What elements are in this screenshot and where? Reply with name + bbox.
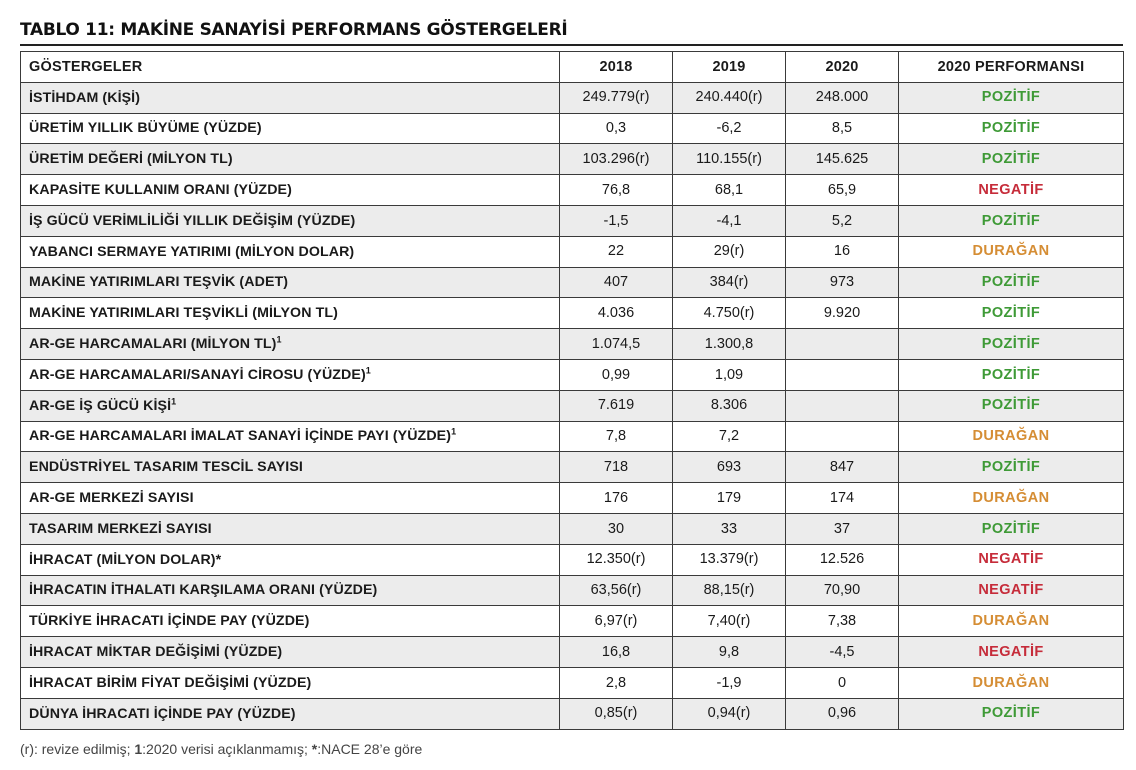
value-cell-2020: 0,96 xyxy=(786,698,899,729)
performance-cell: POZİTİF xyxy=(899,113,1124,144)
value-cell-2018: 407 xyxy=(560,267,673,298)
indicator-name: MAKİNE YATIRIMLARI TEŞVİKLİ (MİLYON TL) xyxy=(29,305,338,322)
indicator-name-cell xyxy=(21,544,560,575)
indicator-name: AR-GE MERKEZİ SAYISI xyxy=(29,489,194,506)
footnote-part2: :2020 verisi açıklanmamış; xyxy=(142,741,312,757)
title-underline xyxy=(20,44,1123,46)
value-cell-2019: 29(r) xyxy=(673,236,786,267)
value-cell-2018: 249.779(r) xyxy=(560,82,673,113)
performance-cell: POZİTİF xyxy=(899,267,1124,298)
performance-cell: POZİTİF xyxy=(899,298,1124,329)
value-cell-2020: 248.000 xyxy=(786,82,899,113)
indicator-name: TASARIM MERKEZİ SAYISI xyxy=(29,520,212,537)
value-cell-2018: 0,85(r) xyxy=(560,698,673,729)
indicator-name: İHRACAT BİRİM FİYAT DEĞİŞİMİ (YÜZDE) xyxy=(29,674,312,691)
header-cell-2019: 2019 xyxy=(673,52,786,83)
value-cell-2020: 5,2 xyxy=(786,205,899,236)
footnote-mark1: 1 xyxy=(134,741,143,757)
value-cell-2020: 37 xyxy=(786,513,899,544)
performance-cell: DURAĞAN xyxy=(899,236,1124,267)
indicator-name: MAKİNE YATIRIMLARI TEŞVİK (ADET) xyxy=(29,274,289,291)
value-cell-2019: 9,8 xyxy=(673,637,786,668)
indicator-name-cell xyxy=(21,329,560,360)
value-cell-2019: 0,94(r) xyxy=(673,698,786,729)
indicator-name: AR-GE İŞ GÜCÜ KİŞİ xyxy=(29,397,172,414)
indicator-name-cell xyxy=(21,175,560,206)
value-cell-2020: 70,90 xyxy=(786,575,899,606)
value-cell-2020: 65,9 xyxy=(786,175,899,206)
value-cell-2020: 16 xyxy=(786,236,899,267)
indicator-name: İHRACAT (MİLYON DOLAR)* xyxy=(29,551,222,568)
indicator-name: İHRACATIN İTHALATI KARŞILAMA ORANI (YÜZDE) xyxy=(29,582,378,599)
value-cell-2019: 240.440(r) xyxy=(673,82,786,113)
indicator-name-cell xyxy=(21,667,560,698)
table-row xyxy=(21,606,1124,637)
value-cell-2019: 68,1 xyxy=(673,175,786,206)
footnote-mark2: * xyxy=(311,741,318,757)
table-row xyxy=(21,544,1124,575)
value-cell-2020: 973 xyxy=(786,267,899,298)
table-row xyxy=(21,82,1124,113)
table-row xyxy=(21,236,1124,267)
header-cell-indicators: GÖSTERGELER xyxy=(21,52,560,83)
value-cell-2019: 4.750(r) xyxy=(673,298,786,329)
value-cell-2018: 1.074,5 xyxy=(560,329,673,360)
value-cell-2019: 33 xyxy=(673,513,786,544)
value-cell-2019: 8.306 xyxy=(673,390,786,421)
performance-cell: POZİTİF xyxy=(899,329,1124,360)
value-cell-2020: 174 xyxy=(786,483,899,514)
value-cell-2020: 7,38 xyxy=(786,606,899,637)
footnote-part3: :NACE 28’e göre xyxy=(317,741,423,757)
indicator-name: AR-GE HARCAMALARI/SANAYİ CİROSU (YÜZDE) xyxy=(29,366,366,383)
performance-cell: DURAĞAN xyxy=(899,421,1124,452)
value-cell-2018: 2,8 xyxy=(560,667,673,698)
indicator-name: AR-GE HARCAMALARI (MİLYON TL) xyxy=(29,335,277,352)
value-cell-2020: 8,5 xyxy=(786,113,899,144)
indicator-name: İHRACAT MİKTAR DEĞİŞİMİ (YÜZDE) xyxy=(29,643,283,660)
footnote-marker: 1 xyxy=(365,365,371,376)
value-cell-2019: 384(r) xyxy=(673,267,786,298)
performance-cell: POZİTİF xyxy=(899,144,1124,175)
value-cell-2019: 7,2 xyxy=(673,421,786,452)
indicator-name-cell xyxy=(21,205,560,236)
footnote-marker: 1 xyxy=(451,426,457,437)
footnote-marker: 1 xyxy=(276,334,282,345)
value-cell-2020: -4,5 xyxy=(786,637,899,668)
indicator-name-cell xyxy=(21,421,560,452)
table-row xyxy=(21,483,1124,514)
value-cell-2018: 12.350(r) xyxy=(560,544,673,575)
table-row xyxy=(21,205,1124,236)
indicator-name-cell xyxy=(21,452,560,483)
value-cell-2019: -1,9 xyxy=(673,667,786,698)
header-cell-2018: 2018 xyxy=(560,52,673,83)
value-cell-2019: 1.300,8 xyxy=(673,329,786,360)
value-cell-2018: 176 xyxy=(560,483,673,514)
indicator-name-cell xyxy=(21,637,560,668)
performance-cell: DURAĞAN xyxy=(899,606,1124,637)
indicator-name: İSTİHDAM (KİŞİ) xyxy=(29,89,141,106)
value-cell-2018: 6,97(r) xyxy=(560,606,673,637)
header-cell-performance: 2020 PERFORMANSI xyxy=(899,52,1124,83)
value-cell-2020 xyxy=(786,390,899,421)
value-cell-2020: 9.920 xyxy=(786,298,899,329)
value-cell-2019: 179 xyxy=(673,483,786,514)
table-row xyxy=(21,329,1124,360)
value-cell-2018: 16,8 xyxy=(560,637,673,668)
value-cell-2018: 7.619 xyxy=(560,390,673,421)
indicator-name-cell xyxy=(21,698,560,729)
header-cell-2020: 2020 xyxy=(786,52,899,83)
table-row xyxy=(21,390,1124,421)
value-cell-2018: 718 xyxy=(560,452,673,483)
performance-cell: POZİTİF xyxy=(899,452,1124,483)
value-cell-2020 xyxy=(786,421,899,452)
table-row xyxy=(21,667,1124,698)
value-cell-2018: 4.036 xyxy=(560,298,673,329)
table-body xyxy=(21,82,1124,729)
table-row xyxy=(21,575,1124,606)
indicator-name-cell xyxy=(21,483,560,514)
indicator-name-cell xyxy=(21,144,560,175)
performance-cell: NEGATİF xyxy=(899,175,1124,206)
table-row xyxy=(21,144,1124,175)
table-row xyxy=(21,359,1124,390)
indicator-name-cell xyxy=(21,298,560,329)
value-cell-2019: 88,15(r) xyxy=(673,575,786,606)
indicator-name-cell xyxy=(21,513,560,544)
footnote xyxy=(20,741,422,757)
indicator-name: İŞ GÜCÜ VERİMLİLİĞİ YILLIK DEĞİŞİM (YÜZDE) xyxy=(29,212,356,229)
indicator-name: TÜRKİYE İHRACATI İÇİNDE PAY (YÜZDE) xyxy=(29,613,310,630)
table-title: TABLO 11: MAKİNE SANAYİSİ PERFORMANS GÖSTERGELERİ xyxy=(20,20,568,40)
indicator-name-cell xyxy=(21,390,560,421)
table-row xyxy=(21,113,1124,144)
table-row xyxy=(21,175,1124,206)
value-cell-2020: 0 xyxy=(786,667,899,698)
indicator-name-cell xyxy=(21,575,560,606)
value-cell-2018: 30 xyxy=(560,513,673,544)
table-row xyxy=(21,267,1124,298)
value-cell-2018: 0,99 xyxy=(560,359,673,390)
performance-cell: POZİTİF xyxy=(899,513,1124,544)
value-cell-2019: -4,1 xyxy=(673,205,786,236)
value-cell-2019: 110.155(r) xyxy=(673,144,786,175)
indicator-name: YABANCI SERMAYE YATIRIMI (MİLYON DOLAR) xyxy=(29,243,355,260)
table-row xyxy=(21,637,1124,668)
value-cell-2019: -6,2 xyxy=(673,113,786,144)
indicator-name-cell xyxy=(21,359,560,390)
indicator-name: ENDÜSTRİYEL TASARIM TESCİL SAYISI xyxy=(29,459,303,476)
indicator-name: DÜNYA İHRACATI İÇİNDE PAY (YÜZDE) xyxy=(29,705,296,722)
value-cell-2019: 1,09 xyxy=(673,359,786,390)
performance-cell: POZİTİF xyxy=(899,82,1124,113)
value-cell-2018: 76,8 xyxy=(560,175,673,206)
table-header-row xyxy=(21,52,1124,83)
value-cell-2020: 12.526 xyxy=(786,544,899,575)
performance-cell: NEGATİF xyxy=(899,575,1124,606)
indicator-name-cell xyxy=(21,82,560,113)
value-cell-2020: 145.625 xyxy=(786,144,899,175)
value-cell-2018: 63,56(r) xyxy=(560,575,673,606)
performance-cell: DURAĞAN xyxy=(899,667,1124,698)
value-cell-2018: -1,5 xyxy=(560,205,673,236)
indicator-name-cell xyxy=(21,113,560,144)
indicator-name-cell xyxy=(21,606,560,637)
indicator-name-cell xyxy=(21,267,560,298)
table-row xyxy=(21,513,1124,544)
value-cell-2019: 7,40(r) xyxy=(673,606,786,637)
performance-cell: POZİTİF xyxy=(899,390,1124,421)
value-cell-2019: 693 xyxy=(673,452,786,483)
performance-cell: DURAĞAN xyxy=(899,483,1124,514)
indicator-name-cell xyxy=(21,236,560,267)
performance-cell: NEGATİF xyxy=(899,544,1124,575)
value-cell-2018: 7,8 xyxy=(560,421,673,452)
table-row xyxy=(21,698,1124,729)
performance-cell: POZİTİF xyxy=(899,205,1124,236)
value-cell-2018: 103.296(r) xyxy=(560,144,673,175)
value-cell-2018: 22 xyxy=(560,236,673,267)
footnote-part1: (r): revize edilmiş; xyxy=(20,741,135,757)
performance-cell: NEGATİF xyxy=(899,637,1124,668)
table-row xyxy=(21,421,1124,452)
footnote-marker: 1 xyxy=(171,395,177,406)
value-cell-2018: 0,3 xyxy=(560,113,673,144)
value-cell-2020 xyxy=(786,359,899,390)
indicator-name: ÜRETİM YILLIK BÜYÜME (YÜZDE) xyxy=(29,120,262,137)
value-cell-2020 xyxy=(786,329,899,360)
performance-cell: POZİTİF xyxy=(899,359,1124,390)
performance-table xyxy=(20,51,1124,730)
indicator-name: KAPASİTE KULLANIM ORANI (YÜZDE) xyxy=(29,181,292,198)
value-cell-2019: 13.379(r) xyxy=(673,544,786,575)
indicator-name: ÜRETİM DEĞERİ (MİLYON TL) xyxy=(29,151,233,168)
indicator-name: AR-GE HARCAMALARI İMALAT SANAYİ İÇİNDE PAYI (YÜZDE) xyxy=(29,428,452,445)
value-cell-2020: 847 xyxy=(786,452,899,483)
table-row xyxy=(21,298,1124,329)
table-row xyxy=(21,452,1124,483)
performance-cell: POZİTİF xyxy=(899,698,1124,729)
